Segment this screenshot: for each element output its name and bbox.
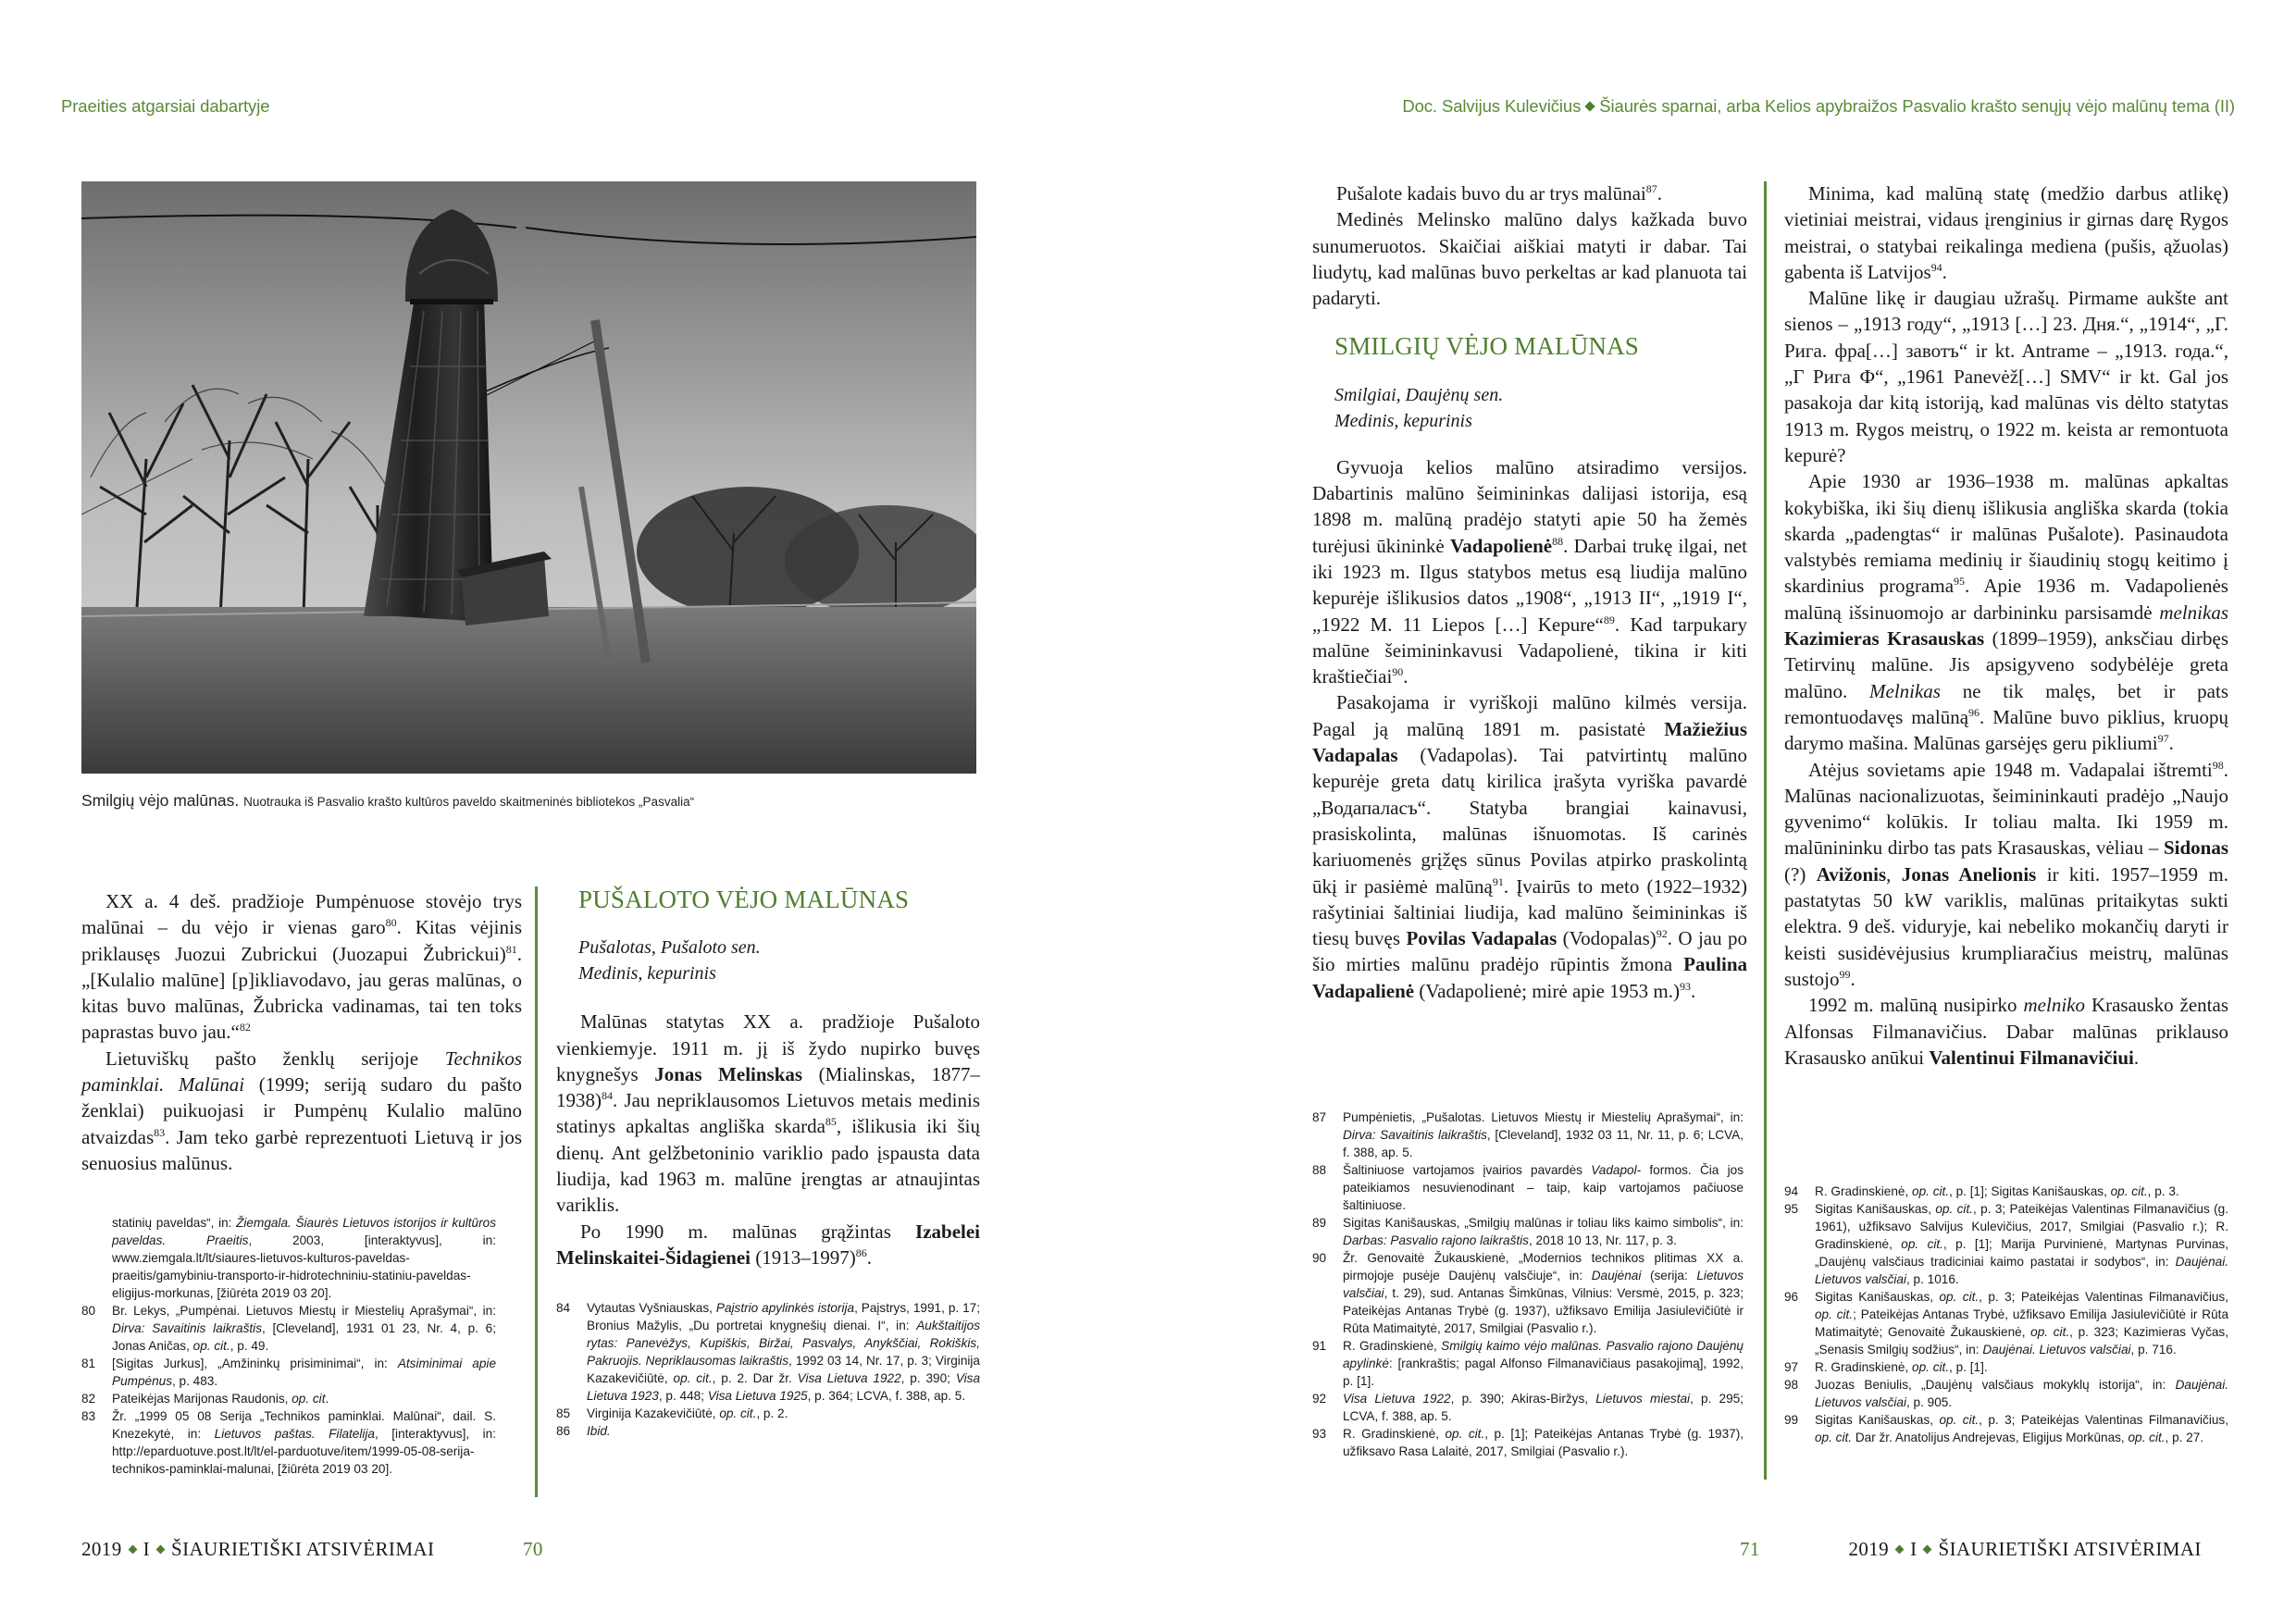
footer-issue: I	[1910, 1538, 1917, 1560]
footnote	[1784, 1200, 2228, 1288]
footnote-text: Žr. „1999 05 08 Serija „Technikos paminklai. Malūnai“, dail. S. Knezekytė, in: Lietuvos paštas. Filatelija, [interaktyvus], in: http://eparduotuve.post.lt/lt/el-parduotuve/item/1999-05-08-serija-technikos-paminklai-malunai, [žiūrėta 2019 03 20].	[112, 1409, 496, 1476]
footnote	[1784, 1288, 2228, 1358]
paragraph: Apie 1930 ar 1936–1938 m. malūnas apkaltas kokybiška, iki šių dienų išlikusia angliška skarda (tokia skarda „padengtas“ ir malūnas Pušalote). Pasinaudota valstybės remiama medinių ir šiaudinių stogų keitimo į skardinius programa$^{95}$. Apie 1936 m. Vadapolienės malūną išsinuomojo ar darbininku parsisamdė melnikas Kazimieras Krasauskas (1899–1959), anksčiau dirbęs Tetirvinų malūne. Jis apsigyveno sodybėlėje greta malūno. Melnikas ne tik malęs, bet ir pats remontuodavęs malūną$^{96}$. Malūne buvo piklius, kruopų darymo mašina. Malūnas garsėjęs geru pikliumi$^{97}$.	[1784, 470, 2228, 755]
footnote-number: 89	[1312, 1216, 1327, 1230]
left-footer	[81, 1538, 543, 1561]
paragraph: Gyvuoja kelios malūno atsiradimo versijos. Dabartinis malūno šeimininkas dalijasi istorija, esą 1898 m. malūną pradėjo statyti apie 50 ha žemės turėjusi ūkininkė Vadapolienė$^{88}$. Darbai trukę ilgai, net iki 1923 m. Ilgus statybos metus esą liudija malūno kepurėje išlikusios datos „1908“, „1913 II“, „1919 I“, „1922 M. 11 Liepos […] Kepure“$^{89}$. Kad tarpukary malūne šeimininkavusi Vadapolienė, tikina ir kiti kraštiečiai$^{90}$.	[1312, 455, 1748, 688]
footnote-number: 99	[1784, 1413, 1799, 1427]
footer-year: 2019	[1848, 1538, 1890, 1560]
footnote-number	[81, 1214, 112, 1302]
footnote-number: 91	[1312, 1339, 1327, 1353]
footnote-number: 83	[81, 1409, 96, 1423]
footnotes-left-column-2	[556, 1299, 980, 1440]
footnote-number: 82	[81, 1392, 96, 1406]
location-line: Pušalotas, Pušaloto sen.	[578, 937, 761, 959]
footnote-text: [Sigitas Jurkus], „Amžininkų prisiminimai“, in: Atsiminimai apie Pumpėnus, p. 483.	[112, 1357, 497, 1388]
footnote	[81, 1214, 496, 1302]
footnote	[81, 1302, 496, 1355]
footnote-number: 97	[1784, 1360, 1799, 1374]
footnote-number: 98	[1784, 1378, 1799, 1392]
paragraph: 1992 m. malūną nusipirko melniko Krasausko žentas Alfonsas Filmanavičius. Dabar malūnas priklauso Krasausko anūkui Valentinui Filmanavičiui.	[1784, 994, 2228, 1069]
paragraph: Pušalote kadais buvo du ar trys malūnai$^{87}$.	[1336, 182, 1663, 204]
footnotes-right-column-1	[1312, 1109, 1744, 1460]
footnote-text: Ibid.	[587, 1424, 611, 1438]
location-line: Smilgiai, Daujėnų sen.	[1334, 384, 1504, 405]
footer-year: 2019	[81, 1538, 122, 1560]
paragraph: Medinės Melinsko malūno dalys kažkada buvo sunumeruotos. Skaičiai aiškiai matyti ir dabar. Tai liudytų, kad malūnas buvo perkeltas ar kad planuota tai padaryti.	[1312, 208, 1747, 310]
paragraph: Po 1990 m. malūnas grąžintas Izabelei Melinskaitei-Šidagienei (1913–1997)$^{86}$.	[556, 1220, 980, 1269]
footnote	[1312, 1390, 1744, 1425]
footnote	[1312, 1109, 1744, 1161]
footnote-text: Sigitas Kanišauskas, op. cit., p. 3; Pateikėjas Valentinas Filmanavičius, op. cit.; Pateikėjas Antanas Trybė, užfiksavo Emilija Jasiulevičiūtė ir Rūta Matimaitytė; Genovaitė Žukauskienė, op. cit., p. 323; Kazimieras Vyčas, „Senasis Smilgių sodžius“, in: Daujėnai. Lietuvos valsčiai, p. 716.	[1815, 1290, 2228, 1357]
paragraph: Pasakojama ir vyriškoji malūno kilmės versija. Pagal ją malūną 1891 m. pasistatė Mažiežius Vadapalas (Vadapolas). Tai patvirtintų malūno kepurėje greta datų kirilica įrašyta vyriška pavardė „Водапаласъ“. Statyba brangiai kainavusi, prasiskolinta, malūnas išnuomotas. Iš carinės kariuomenės grįžęs sūnus Povilas atpirko praskolintą ūkį ir pasiėmė malūną$^{91}$. Įvairūs to meto (1922–1932) rašytiniai šaltiniai liudija, kad malūno šeimininkas iš tiesų buvęs Povilas Vadapalas (Vodopalas)$^{92}$. O jau po šio mirties malūnu pradėjo rūpintis žmona Paulina Vadapalienė (Vadapolienė; mirė apie 1953 m.)$^{93}$.	[1312, 691, 1748, 1002]
footnote	[1312, 1214, 1744, 1249]
footnote-text: R. Gradinskienė, Smilgių kaimo vėjo malūnas. Pasvalio rajono Daujėnų apylinkė: [rankraštis; pagal Alfonso Filmanavičiaus pasakojimą], 1992, p. [1].	[1343, 1339, 1744, 1388]
caption-title: Smilgių vėjo malūnas.	[81, 791, 240, 810]
footnote	[81, 1407, 496, 1478]
footnote-text: Pateikėjas Marijonas Raudonis, op. cit.	[112, 1392, 329, 1406]
diamond-icon	[1923, 1544, 1932, 1554]
right-footer	[1740, 1538, 2202, 1561]
footnote-number: 81	[81, 1357, 96, 1370]
running-head-left: Praeities atgarsiai dabartyje	[61, 96, 270, 116]
footnote	[81, 1355, 496, 1390]
footnote-text: Pumpėnietis, „Pušalotas. Lietuvos Miestų ir Miestelių Aprašymai“, in: Dirva: Savaitinis laikraštis, [Cleveland], 1932 03 11, Nr. 11, p. 6; LCVA, f. 388, ap. 5.	[1343, 1110, 1744, 1159]
footnote-text: Šaltiniuose vartojamos įvairios pavardės Vadapol- formos. Čia jos pateikiamos nesuvienodinant – taip, kaip vartojamos pačiuose šaltiniuose.	[1343, 1163, 1744, 1212]
bullet-icon	[1585, 101, 1595, 111]
footnote-number: 92	[1312, 1392, 1327, 1406]
column-divider	[1764, 181, 1767, 1480]
footnote-text: Visa Lietuva 1922, p. 390; Akiras-Biržys, Lietuvos miestai, p. 295; LCVA, f. 388, ap. 5.	[1343, 1392, 1744, 1423]
footnote	[556, 1299, 980, 1405]
left-page-column-1	[81, 888, 522, 1176]
footnote-number: 94	[1784, 1184, 1799, 1198]
footnote-number: 90	[1312, 1251, 1327, 1265]
footnote-number: 86	[556, 1424, 571, 1438]
footnote-text: Vytautas Vyšniauskas, Paįstrio apylinkės istorija, Paįstrys, 1991, p. 17; Bronius Mažylis, „Du portretai knygnešių dienai. I“, in: Aukštaitijos rytas: Panevėžys, Kupiškis, Biržai, Pasvalys, Anykščiai, Rokiškis, Pakruojis. Nepriklausomas laikraštis, 1992 03 14, Nr. 17, p. 3; Virginija Kazakevičiūtė, op. cit., p. 2. Dar žr. Visa Lietuva 1922, p. 390; Visa Lietuva 1923, p. 448; Visa Lietuva 1925, p. 364; LCVA, f. 388, ap. 5.	[587, 1301, 981, 1403]
footnote	[1784, 1411, 2228, 1446]
footnote	[1312, 1249, 1744, 1337]
section-heading: SMILGIŲ VĖJO MALŪNAS	[1334, 332, 1640, 361]
footnote-number: 80	[81, 1304, 96, 1318]
footnote-text: Br. Lekys, „Pumpėnai. Lietuvos Miestų ir Miestelių Aprašymai“, in: Dirva: Savaitinis laikraštis, [Cleveland], 1931 01 23, Nr. 4, p. 6; Jonas Aničas, op. cit., p. 49.	[112, 1304, 496, 1353]
footnote-number: 85	[556, 1406, 571, 1420]
footnote-text: Sigitas Kanišauskas, „Smilgių malūnas ir toliau liks kaimo simbolis“, in: Darbas: Pasvalio rajono laikraštis, 2018 10 13, Nr. 117, p. 3.	[1343, 1216, 1744, 1247]
footnotes-left-column-1	[81, 1214, 496, 1478]
paragraph: Malūnas statytas XX a. pradžioje Pušaloto vienkiemyje. 1911 m. jį iš žydo nupirko buvęs knygnešys Jonas Melinskas (Mialinskas, 1877–1938)$^{84}$. Jau nepriklausomos Lietuvos metais medinis statinys apkaltas angliška skarda$^{85}$, išlikusia iki šių dienų. Ant gelžbetoninio variklio pado įspausta data liudija, kad 1963 m. malūne įrengtas ar atnaujintas variklis.	[556, 1010, 981, 1217]
type-line: Medinis, kepurinis	[578, 963, 716, 985]
footnote-number: 87	[1312, 1110, 1327, 1124]
running-head-title: Šiaurės sparnai, arba Kelios apybraižos Pasvalio krašto senųjų vėjo malūnų tema (II)	[1599, 96, 2235, 116]
footnote-number: 84	[556, 1301, 571, 1315]
footnote	[1784, 1358, 2228, 1376]
footnote-text: R. Gradinskienė, op. cit., p. [1]; Sigitas Kanišauskas, op. cit., p. 3.	[1815, 1184, 2179, 1198]
windmill-photo-illustration	[81, 181, 976, 774]
windmill-photo	[81, 181, 976, 774]
footnote-text: Sigitas Kanišauskas, op. cit., p. 3; Pateikėjas Valentinas Filmanavičius, op. cit. Dar žr. Anatolijus Andrejevas, Eligijus Morkūnas, op. cit., p. 27.	[1815, 1413, 2228, 1444]
page-number: 70	[523, 1538, 543, 1560]
footer-issue: I	[143, 1538, 151, 1560]
footer-journal: ŠIAURIETIŠKI ATSIVĖRIMAI	[1938, 1538, 2202, 1560]
page-number: 71	[1740, 1538, 1760, 1560]
footnote-text: R. Gradinskienė, op. cit., p. [1]; Pateikėjas Antanas Trybė (g. 1937), užfiksavo Rasa Lalaitė, 2017, Smilgiai (Pasvalio r.).	[1343, 1427, 1744, 1458]
column-divider	[535, 886, 538, 1497]
footnote	[1312, 1161, 1744, 1214]
footnote-text: Žr. Genovaitė Žukauskienė, „Modernios technikos plitimas XX a. pirmojoje pusėje Daujėnų valsčiuje“, in: Daujėnai (serija: Lietuvos valsčiai, t. 29), sud. Antanas Šimkūnas, Vilnius: Versmė, 2015, p. 323; Pateikėjas Antanas Trybė (g. 1937), užfiksavo Emilija Jasiulevičiūtė ir Rūta Matimaitytė, 2017, Smilgiai (Pasvalio r.).	[1343, 1251, 1744, 1335]
type-line: Medinis, kepurinis	[1334, 410, 1472, 431]
running-head-right	[1402, 96, 2235, 117]
footnote-text: Juozas Beniulis, „Daujėnų valsčiaus mokyklų istorija“, in: Daujėnai. Lietuvos valsčiai, p. 905.	[1815, 1378, 2228, 1409]
footnote-text: Virginija Kazakevičiūtė, op. cit., p. 2.	[587, 1406, 788, 1420]
footnote	[556, 1422, 980, 1440]
footnote	[1312, 1425, 1744, 1460]
paragraph: Minima, kad malūną statę (medžio darbus atlikę) vietiniai meistrai, vidaus įrenginius ir girnas darę Rygos meistrai, o statybai reikalinga mediena (pušis, ąžuolas) gabenta iš Latvijos$^{94}$.	[1784, 182, 2228, 283]
running-head-author: Doc. Salvijus Kulevičius	[1402, 96, 1582, 116]
footnote	[556, 1405, 980, 1422]
paragraph: XX a. 4 deš. pradžioje Pumpėnuose stovėjo trys malūnai – du vėjo ir vienas garo$^{80}$. Kitas vėjinis priklausęs Juozui Zubrickui (Juozapui Žubrickui)$^{81}$. „[Kulalio malūne] [p]ikliavodavo, jau geras malūnas, o kitas buvo malūnas, Žubricka vadinamas, tai ten toks paprastas buvo jau.“$^{82}$	[81, 890, 522, 1044]
footnotes-right-column-2	[1784, 1183, 2228, 1446]
footnote	[81, 1390, 496, 1407]
right-page-column-2	[1784, 180, 2228, 1071]
caption-credit: Nuotrauka iš Pasvalio krašto kultūros paveldo skaitmeninės bibliotekos „Pasvalia“	[243, 795, 695, 809]
section-heading: PUŠALOTO VĖJO MALŪNAS	[578, 886, 910, 913]
footnote-text: Sigitas Kanišauskas, op. cit., p. 3; Pateikėjas Valentinas Filmanavičius (g. 1961), užfiksavo Salvijus Kulevičius, 2017, Smilgiai (Pasvalio r.); R. Gradinskienė, op. cit., p. [1]; Marija Purvinienė, Martynas Purvinas, „Daujėnų valsčiaus tradiciniai kaimo pastatai ir sodybos“, in: Daujėnai. Lietuvos valsčiai, p. 1016.	[1815, 1202, 2228, 1286]
diamond-icon	[1895, 1544, 1905, 1554]
footnote-number: 93	[1312, 1427, 1327, 1441]
footnote	[1312, 1337, 1744, 1390]
right-page-column-1	[1312, 180, 1747, 1004]
paragraph: Malūne likę ir daugiau užrašų. Pirmame aukšte ant sienos – „1913 году“, „1913 […] 23. Дня.“, „1914“, „Г. Рига. фра[…] завотъ“ ir kt. Antrame – „1913. года.“, „Г Рига Ф“, „1961 Panevėž[…] SMV“ ir kt. Gal jos pasakoja dar kitą istoriją, kad malūnas vis dėlto statytas 1913 m. Rygos meistrų, o 1922 m. keista ar remontuota kepurė?	[1784, 287, 2228, 466]
footnote	[1784, 1183, 2228, 1200]
footnote	[1784, 1376, 2228, 1411]
footnote-number: 88	[1312, 1163, 1327, 1177]
diamond-icon	[128, 1544, 137, 1554]
left-page-column-2	[556, 886, 980, 1270]
diamond-icon	[156, 1544, 166, 1554]
footnote-text: R. Gradinskienė, op. cit., p. [1].	[1815, 1360, 1988, 1374]
footnote-number: 96	[1784, 1290, 1799, 1304]
footnote-number: 95	[1784, 1202, 1799, 1216]
photo-caption	[81, 791, 694, 811]
paragraph: Lietuviškų pašto ženklų serijoje Technikos paminklai. Malūnai (1999; seriją sudaro du pašto ženklai) puikuojasi ir Pumpėnų Kulalio malūno atvaizdas$^{83}$. Jam teko garbė reprezentuoti Lietuvą ir jos senuosius malūnus.	[81, 1047, 523, 1174]
paragraph: Atėjus sovietams apie 1948 m. Vadapalai ištremti$^{98}$. Malūnas nacionalizuotas, šeimininkauti pradėjo „Naujo gyvenimo“ kolūkis. Ir toliau malta. Iki 1959 m. malūnininku dirbo tas pats Krasauskas, vėliau – Sidonas (?) Avižonis, Jonas Anelionis ir kiti. 1957–1959 m. pastatytas 50 kW variklis, malūnas pritaikytas sukti elektra. 9 deš. viduryje, kai nebeliko mokančių daryti ir keisti susidėvėjusius krumpliaračius meistrų, malūnas sustojo$^{99}$.	[1784, 758, 2229, 990]
footer-journal: ŠIAURIETIŠKI ATSIVĖRIMAI	[171, 1538, 435, 1560]
footnote-text: statinių paveldas“, in: Žiemgala. Šiaurės Lietuvos istorijos ir kultūros paveldas. Praeitis, 2003, [interaktyvus], in: www.ziemgala.lt/lt/siaures-lietuvos-kulturos-paveldas-praeitis/gamybiniu-transporto-ir-hidrotechniniu-statiniu-paveldas-eligijus-morkunas, [žiūrėta 2019 03 20].	[112, 1216, 497, 1300]
